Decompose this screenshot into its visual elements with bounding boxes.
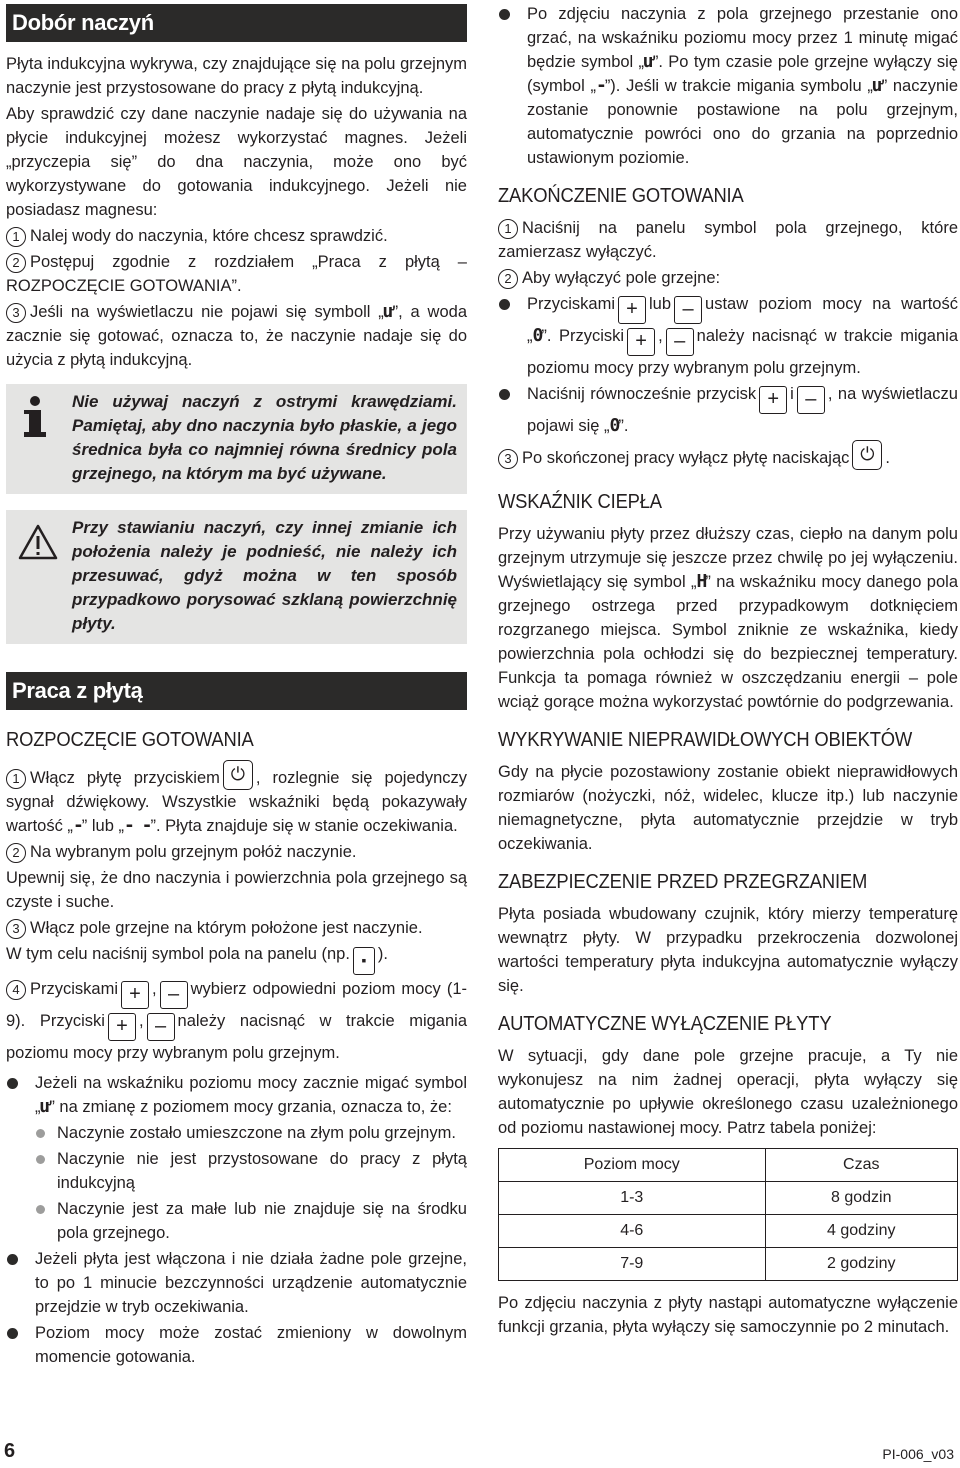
- step-3: 3 Włącz pole grzejne na którym położone jest naczynie.: [6, 916, 467, 940]
- heading-zakonczenie: ZAKOŃCZENIE GOTOWANIA: [498, 185, 744, 207]
- section-title-dobor: Dobór naczyń: [6, 4, 467, 42]
- bullet-item: Przyciskami + lub – ustaw poziom mocy na wartość „0”. Przyciski + , – należy nacisnąć w trakcie migania poziomu mocy przy wybranym polu grzejnym.: [498, 292, 958, 380]
- right-column: [498, 2, 958, 1341]
- table-row: [499, 1182, 958, 1215]
- warning-box: Przy stawianiu naczyń, czy innej zmianie ich położenia należy je podnieść, nie należy ich przesuwać, gdyż można w ten sposób przypadkowo porysować szklaną powierzchnię płyty.: [6, 510, 467, 644]
- heading-zabezpieczenie: ZABEZPIECZENIE PRZED PRZEGRZANIEM: [498, 871, 868, 893]
- step-3: 3 Po skończonej pracy wyłącz płytę naciskając⏻ .: [498, 440, 958, 470]
- heading-wskaznik: WSKAŹNIK CIEPŁA: [498, 491, 662, 513]
- bullet-item: Po zdjęciu naczynia z pola grzejnego przestanie ono grzać, na wskaźniku poziomu mocy przez 1 minutę migać będzie symbol „ư”. Po tym czasie pole grzejne wyłączy się (symbol „-”). Jeśli w trakcie migania symbolu „ư” naczynie zostanie ponownie postawione na polu grzejnym, automatycznie powróci ono do grzania na poprzednio ustawionym poziomie.: [498, 2, 958, 170]
- document-code: PI-006_v03: [882, 1446, 954, 1462]
- paragraph: Płyta posiada wbudowany czujnik, który mierzy temperaturę wewnątrz płyty. W przypadku przekroczenia dozwolonej wartości temperatury płyta indukcyjna automatycznie wyłączy się.: [498, 905, 958, 995]
- step-3: 3 Jeśli na wyświetlaczu nie pojawi się symboll „ư”, a woda zacznie się gotować, oznacza to, że naczynie nadaje się do użycia z płytą indukcyjną.: [6, 301, 467, 369]
- paragraph: Po zdjęciu naczynia z płyty nastąpi automatyczne wyłączenie funkcji grzania, płyta wyłączy się samoczynnie po 2 minutach.: [498, 1294, 958, 1336]
- bullet-item: Poziom mocy może zostać zmieniony w dowolnym momencie gotowania.: [6, 1321, 467, 1369]
- table-cell: 4 godziny: [765, 1215, 957, 1248]
- heading-wykrywanie: WYKRYWANIE NIEPRAWIDŁOWYCH OBIEKTÓW: [498, 729, 913, 751]
- step-number: 2: [6, 253, 26, 273]
- no-pan-symbol-icon: ư: [383, 301, 393, 322]
- step-1: 1 Włącz płytę przyciskiem⏻ , rozlegnie się pojedynczy sygnał dźwiękowy. Wszystkie wskaźniki będą pokazywały wartość „-” lub „- -”. Płyta znajduje się w stanie oczekiwania.: [6, 760, 467, 838]
- bullet-item: Jeżeli na wskaźniku poziomu mocy zacznie migać symbol „ư” na zmianę z poziomem mocy grzania, oznacza to, że:: [6, 1071, 467, 1119]
- table-cell: 7-9: [499, 1248, 766, 1281]
- table-row: [499, 1248, 958, 1281]
- bullet-item: Naciśnij równocześnie przycisk + i – , na wyświetlaczu pojawi się „0”.: [498, 382, 958, 438]
- paragraph: Upewnij się, że dno naczynia i powierzchnia pola grzejnego są czyste i suche.: [6, 869, 467, 911]
- paragraph: W tym celu naciśnij symbol pola na panelu (np. ▪ ).: [6, 942, 467, 975]
- step-2: 2 Na wybranym polu grzejnym połóż naczynie.: [6, 840, 467, 864]
- table-row: [499, 1215, 958, 1248]
- paragraph: Gdy na płycie pozostawiony zostanie obiekt nieprawidłowych rozmiarów (nożyczki, nóż, widelec, klucze itp.) lub naczynie niemagnetyczne, płyta automatycznie przejdzie w tryb oczekiwania.: [498, 763, 958, 853]
- minus-key-icon: –: [797, 386, 825, 414]
- bullet-item: Jeżeli płyta jest włączona i nie działa żadne pole grzejne, to po 1 minucie bezczynności urządzenie automatycznie przejdzie w tryb oczekiwania.: [6, 1247, 467, 1319]
- step-2: 2 Postępuj zgodnie z rozdziałem „Praca z płytą – ROZPOCZĘCIE GOTOWANIA”.: [6, 253, 467, 295]
- paragraph: Przy używaniu płyty przez dłuższy czas, ciepło na danym polu grzejnym utrzymuje się jeszcze przez chwilę po jej wyłączeniu. Wyświetlający się symbol „H” na wskaźniku mocy danego pola grzejnego ostrzega przed przypadkowym dotknięciem rozgrzanego miejsca. Symbol zniknie ze wskaźnika, kiedy powierzchnia pola ochłodzi się do bezpiecznej temperatury. Funkcja ta pomaga również w oszczędzaniu energii – pole wciąż gorące można wykorzystać powtórnie do podgrzewania.: [498, 525, 958, 711]
- table-cell: 1-3: [499, 1182, 766, 1215]
- paragraph: Aby sprawdzić czy dane naczynie nadaje się do używania na płycie indukcyjnej możesz wykorzystać magnes. Jeżeli „przyczepia się” do dna naczynia, może ono być wykorzystywane do gotowania indukcyjnego. Jeżeli nie posiadasz magnesu:: [6, 105, 467, 219]
- no-pan-symbol-icon: ư: [40, 1096, 50, 1117]
- section-title-praca: Praca z płytą: [6, 672, 467, 710]
- table-header-row: [499, 1149, 958, 1182]
- minus-key-icon: –: [674, 296, 702, 324]
- table-header-cell: Poziom mocy: [499, 1149, 766, 1182]
- power-button-icon: [223, 760, 253, 790]
- auto-off-table: [498, 1148, 958, 1281]
- left-column: [6, 0, 467, 1371]
- sub-bullet-item: Naczynie jest za małe lub nie znajduje się na środku pola grzejnego.: [6, 1197, 467, 1245]
- sub-bullet-item: Naczynie zostało umieszczone na złym polu grzejnym.: [6, 1121, 467, 1145]
- step-2: 2 Aby wyłączyć pole grzejne:: [498, 266, 958, 290]
- paragraph: W sytuacji, gdy dane pole grzejne pracuje, a Ty nie wykonujesz na nim żadnej operacji, płyta wyłączy się automatycznie po upływie określonego czasu uzależnionego od poziomu nastawionej mocy. Patrz tabela poniżej:: [498, 1047, 958, 1137]
- step-number: 1: [6, 227, 26, 247]
- table-header-cell: Czas: [765, 1149, 957, 1182]
- minus-key-icon: –: [666, 328, 694, 356]
- plus-key-icon: +: [618, 296, 646, 324]
- info-box: Nie używaj naczyń z ostrymi krawędziami. Pamiętaj, aby dno naczynia było płaskie, a jego średnica była co najmniej równa średnicy pola grzejnego, na którym ma być używane.: [6, 384, 467, 494]
- step-number: 3: [6, 303, 26, 323]
- sub-bullet-item: Naczynie nie jest przystosowane do pracy z płytą indukcyjną: [6, 1147, 467, 1195]
- plus-key-icon: +: [627, 328, 655, 356]
- page-number: 6: [4, 1440, 16, 1462]
- minus-key-icon: –: [147, 1013, 175, 1041]
- minus-key-icon: –: [160, 981, 188, 1009]
- heading-automatyczne: AUTOMATYCZNE WYŁĄCZENIE PŁYTY: [498, 1013, 832, 1035]
- heading-rozpoczecie: ROZPOCZĘCIE GOTOWANIA: [6, 729, 254, 751]
- plus-key-icon: +: [108, 1013, 136, 1041]
- table-cell: 2 godziny: [765, 1248, 957, 1281]
- power-button-icon: [852, 440, 882, 470]
- step-1: 1 Naciśnij na panelu symbol pola grzejnego, które zamierzasz wyłączyć.: [498, 219, 958, 261]
- plus-key-icon: +: [121, 981, 149, 1009]
- table-cell: 4-6: [499, 1215, 766, 1248]
- paragraph: Płyta indukcyjna wykrywa, czy znajdujące się na polu grzejnym naczynie jest przystosowane do pracy z płytą indukcyjną.: [6, 55, 467, 97]
- warning-icon: [18, 524, 58, 567]
- zone-symbol-icon: ▪: [353, 947, 375, 975]
- table-cell: 8 godzin: [765, 1182, 957, 1215]
- step-1: 1 Nalej wody do naczynia, które chcesz sprawdzić.: [6, 224, 467, 248]
- hot-symbol-icon: H: [696, 571, 706, 592]
- info-icon: [18, 394, 52, 447]
- step-4: 4 Przyciskami + , – wybierz odpowiedni poziom mocy (1-9). Przyciski + , – należy nacisnąć w trakcie migania poziomu mocy przy wybranym polu grzejnym.: [6, 980, 468, 1062]
- plus-key-icon: +: [759, 386, 787, 414]
